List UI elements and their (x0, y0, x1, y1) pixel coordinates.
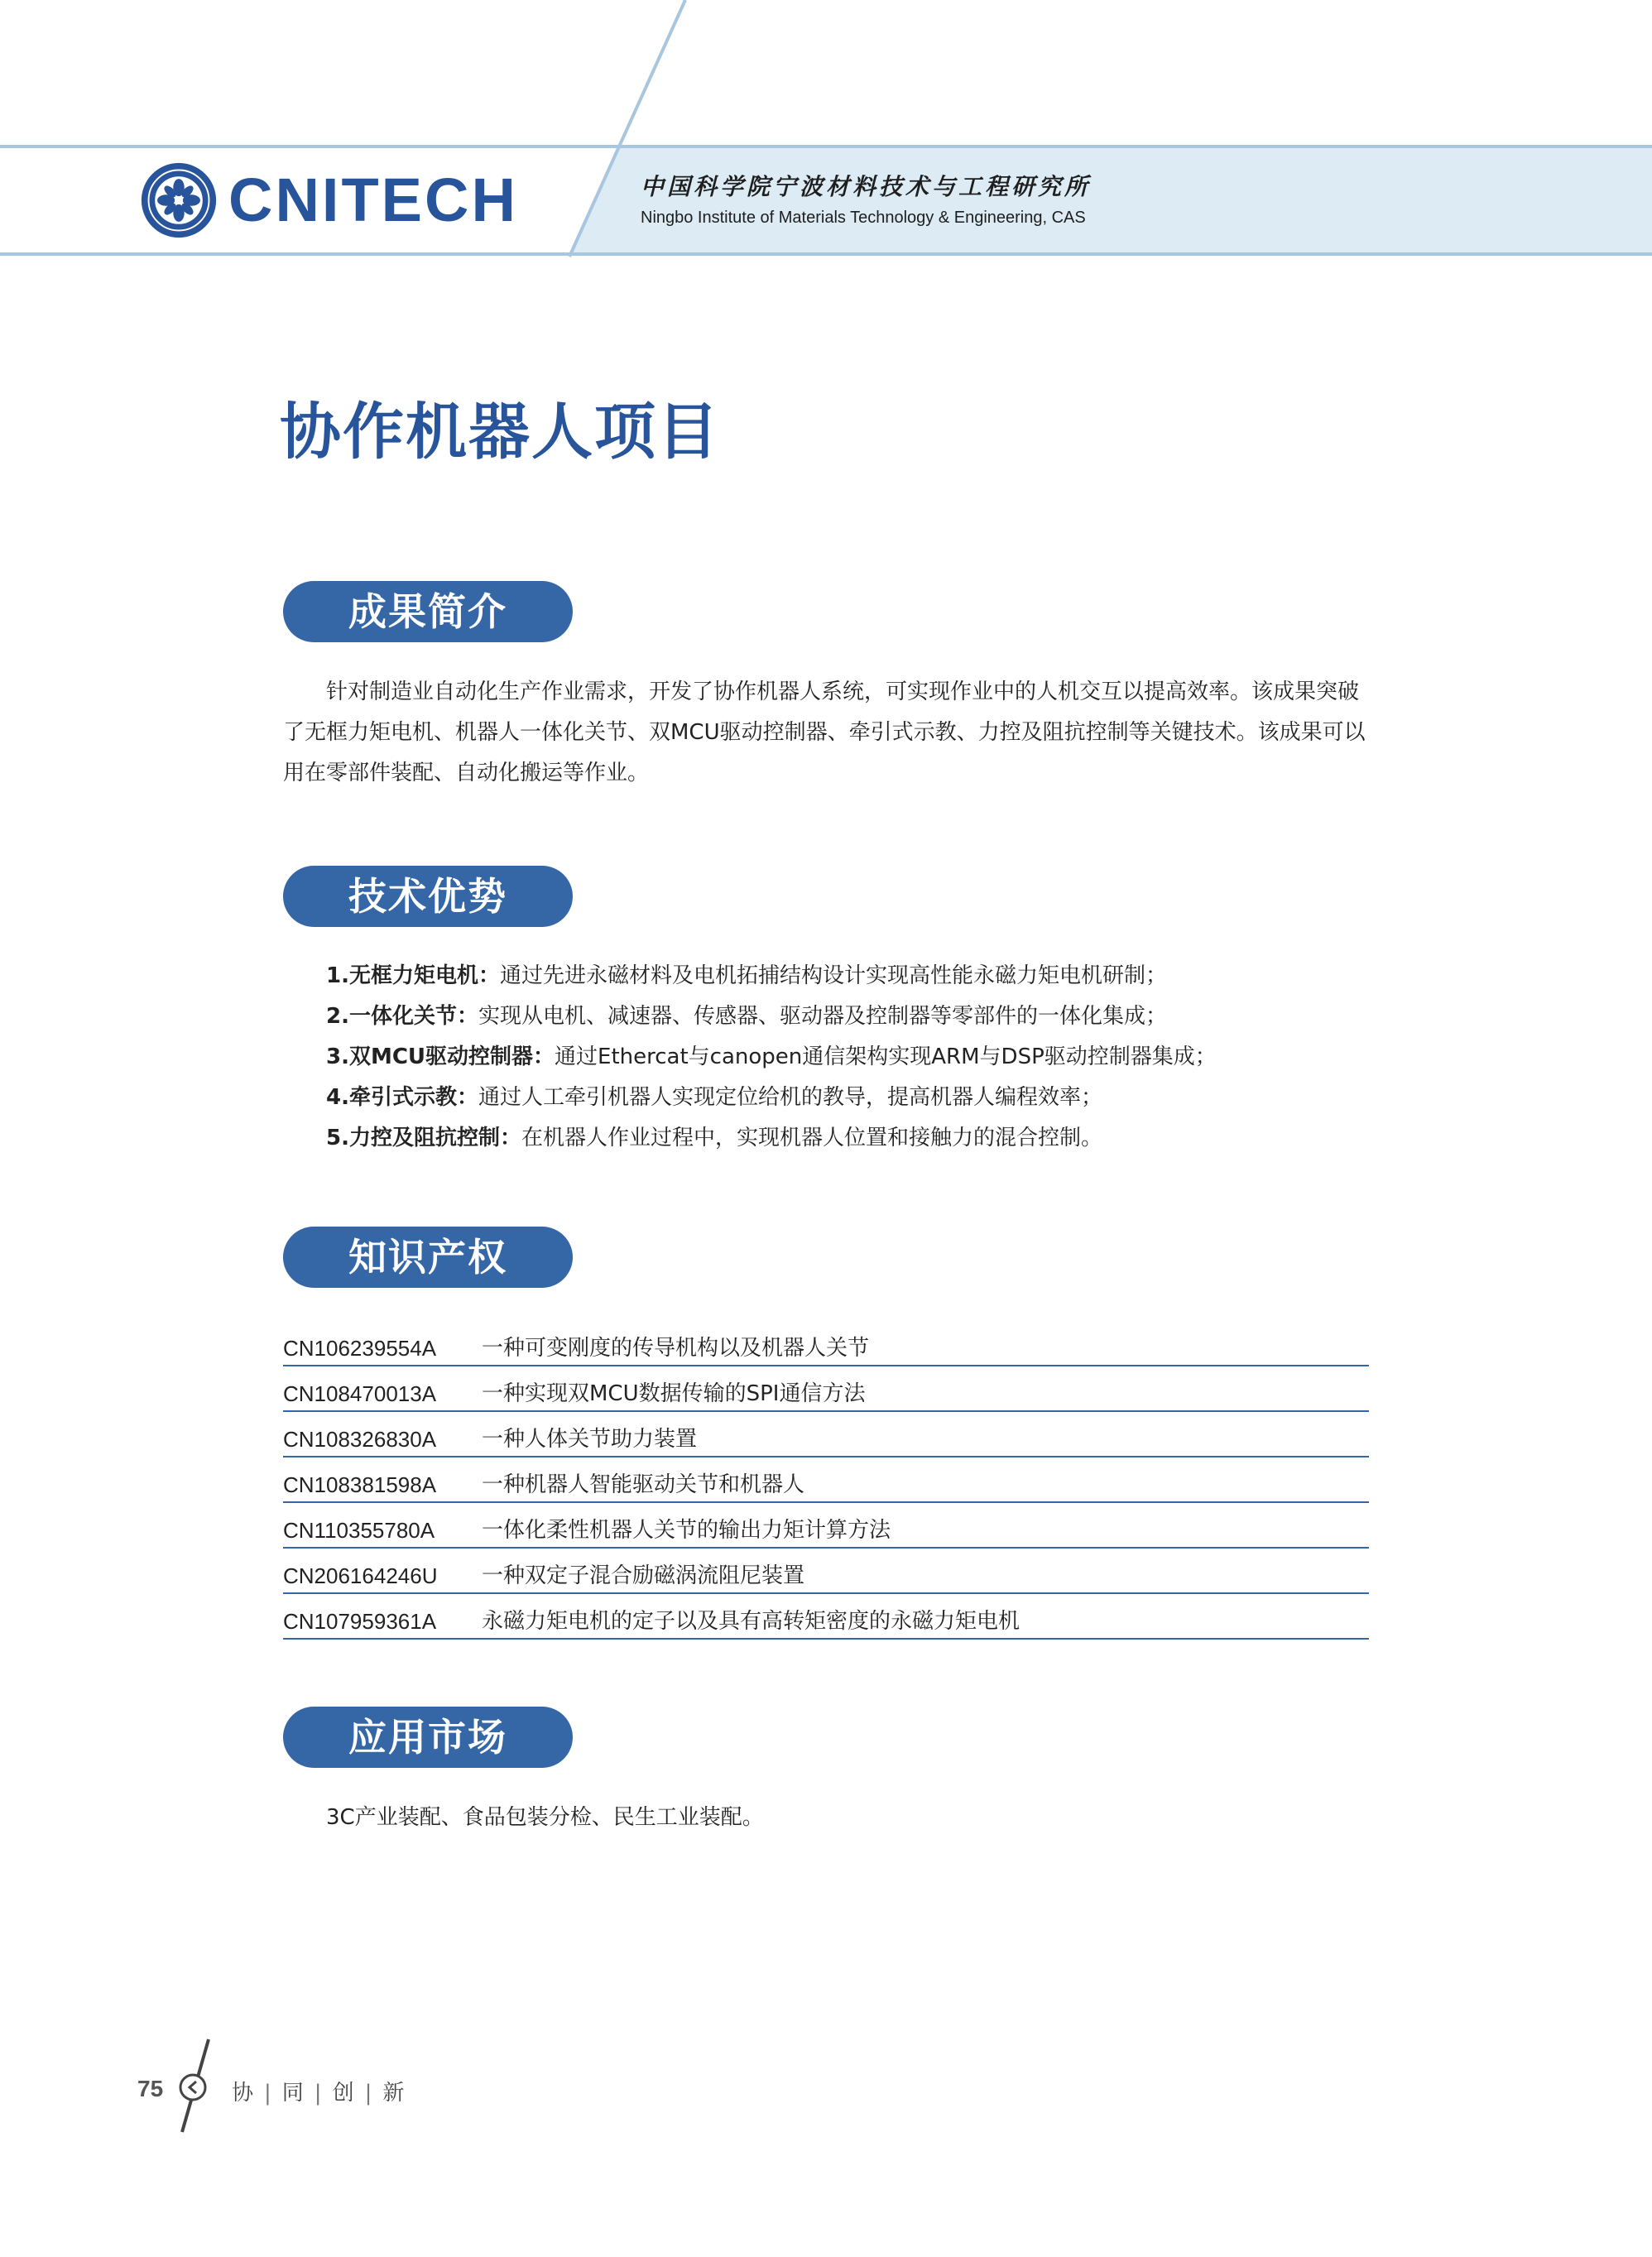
advantage-text: 通过人工牵引机器人实现定位给机的教导，提高机器人编程效率； (478, 1085, 1102, 1110)
table-row (283, 1596, 1369, 1640)
advantage-key: 3.双MCU驱动控制器： (326, 1044, 555, 1069)
intro-paragraph: 针对制造业自动化生产作业需求，开发了协作机器人系统，可实现作业中的人机交互以提高效率。该成果突破了无框力矩电机、机器人一体化关节、双MCU驱动控制器、牵引式示教、力控及阻抗控制等关键技术。该成果可以用在零部件装配、自动化搬运等作业。 (283, 680, 1366, 785)
patent-number: CN110355780A (283, 1518, 435, 1543)
section-heading-advantages: 技术优势 (283, 866, 573, 927)
advantage-text: 在机器人作业过程中，实现机器人位置和接触力的混合控制。 (521, 1126, 1102, 1150)
institute-name-chinese: 中国科学院宁波材料技术与工程研究所 (641, 173, 1092, 200)
list-item (326, 956, 1217, 996)
market-text: 3C产业装配、食品包装分检、民生工业装配。 (326, 1805, 764, 1830)
patent-title: 一体化柔性机器人关节的输出力矩计算方法 (482, 1518, 891, 1543)
table-row (283, 1323, 1369, 1366)
patent-title: 永磁力矩电机的定子以及具有高转矩密度的永磁力矩电机 (482, 1609, 1020, 1634)
page-number: 75 (137, 2076, 164, 2101)
section-heading-market: 应用市场 (283, 1707, 573, 1768)
motto-char: 创 (332, 2081, 355, 2106)
institute-name-english: Ningbo Institute of Materials Technology & Engineering, CAS (641, 209, 1086, 227)
patent-title: 一种可变刚度的传导机构以及机器人关节 (482, 1336, 870, 1361)
patent-list (283, 1323, 1369, 1641)
advantage-key: 2.一体化关节： (326, 1004, 478, 1029)
table-row (283, 1368, 1369, 1412)
patent-number: CN108381598A (283, 1472, 437, 1497)
advantage-key: 5.力控及阻抗控制： (326, 1126, 521, 1150)
advantages-list (326, 956, 1217, 1159)
page-title: 协作机器人项目 (280, 396, 720, 468)
page-marker-icon (166, 2036, 223, 2135)
cas-emblem-icon (139, 161, 219, 240)
patent-title: 一种机器人智能驱动关节和机器人 (482, 1472, 805, 1497)
advantage-key: 4.牵引式示教： (326, 1085, 478, 1110)
advantage-text: 通过先进永磁材料及电机拓捕结构设计实现高性能永磁力矩电机研制； (499, 963, 1167, 988)
patent-title: 一种实现双MCU数据传输的SPI通信方法 (482, 1381, 866, 1406)
list-item (326, 1118, 1217, 1159)
table-row (283, 1505, 1369, 1549)
list-item (326, 996, 1217, 1037)
section-heading-intro: 成果简介 (283, 581, 573, 642)
table-row (283, 1550, 1369, 1594)
patent-number: CN206164246U (283, 1563, 438, 1588)
patent-title: 一种双定子混合励磁涡流阻尼装置 (482, 1563, 805, 1588)
patent-title: 一种人体关节助力装置 (482, 1427, 698, 1452)
advantage-text: 通过Ethercat与canopen通信架构实现ARM与DSP驱动控制器集成； (555, 1044, 1217, 1069)
motto-char: 新 (382, 2081, 406, 2106)
patent-number: CN106239554A (283, 1336, 437, 1361)
motto-char: 协 (232, 2081, 255, 2106)
advantage-key: 1.无框力矩电机： (326, 963, 500, 988)
table-row (283, 1414, 1369, 1457)
patent-number: CN108326830A (283, 1427, 437, 1452)
motto-char: 同 (281, 2081, 305, 2106)
advantage-text: 实现从电机、减速器、传感器、驱动器及控制器等零部件的一体化集成； (478, 1004, 1167, 1029)
logo-wordmark: CNITECH (228, 166, 518, 234)
patent-number: CN107959361A (283, 1609, 437, 1634)
table-row (283, 1459, 1369, 1503)
footer-motto: 协 | 同 | 创 | 新 (232, 2081, 406, 2106)
list-item (326, 1037, 1217, 1078)
list-item (326, 1078, 1217, 1118)
patent-number: CN108470013A (283, 1381, 437, 1406)
section-heading-ip: 知识产权 (283, 1227, 573, 1288)
